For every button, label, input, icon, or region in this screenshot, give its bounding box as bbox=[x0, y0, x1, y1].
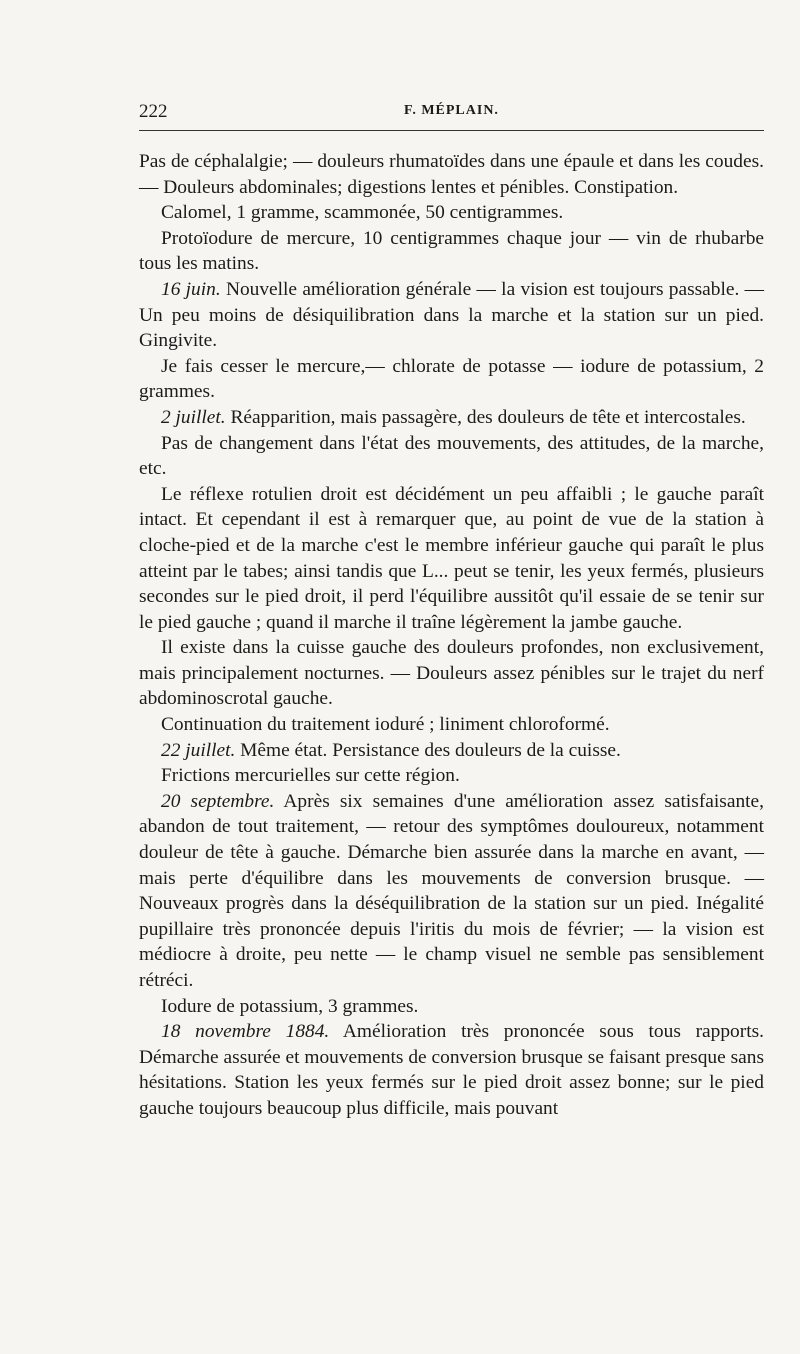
paragraph-text: Calomel, 1 gramme, scammonée, 50 centigrammes. bbox=[161, 202, 564, 224]
paragraph-text: Amélioration très prononcée sous tous rapports. Démarche assurée et mouvements de conversion brusque se faisant presque sans hésitations. Station les yeux fermés sur le pied droit assez bonne; sur le pied gauche toujours beaucoup plus difficile, mais pouvant bbox=[139, 1021, 764, 1119]
paragraph-text: Iodure de potassium, 3 grammes. bbox=[161, 995, 419, 1017]
paragraph-text: Protoïodure de mercure, 10 centigrammes chaque jour — vin de rhubarbe tous les matins. bbox=[139, 227, 764, 275]
paragraph bbox=[139, 712, 764, 738]
header-rule bbox=[139, 130, 764, 131]
date-lead: 20 septembre. bbox=[161, 790, 275, 812]
page-number: 222 bbox=[139, 101, 168, 122]
paragraph bbox=[139, 354, 764, 405]
paragraph-text: Il existe dans la cuisse gauche des douleurs profondes, non exclusivement, mais principalement nocturnes. — Douleurs assez pénibles sur le trajet du nerf abdominoscrotal gauche. bbox=[139, 637, 764, 710]
paragraph bbox=[139, 789, 764, 994]
paragraph bbox=[139, 149, 764, 200]
page-header bbox=[139, 101, 764, 125]
paragraph bbox=[139, 482, 764, 636]
paragraph bbox=[139, 200, 764, 226]
paragraph bbox=[139, 1019, 764, 1121]
paragraph-text: Pas de céphalalgie; — douleurs rhumatoïdes dans une épaule et dans les coudes. — Douleurs abdominales; digestions lentes et pénibles. Constipation. bbox=[139, 151, 764, 198]
paragraph-text: Le réflexe rotulien droit est décidément un peu affaibli ; le gauche paraît intact. Et cependant il est à remarquer que, au point de vue de la station à cloche-pied et de la marche c'est le membre inférieur gauche qui paraît le plus atteint par le tabes; ainsi tandis que L... peut se tenir, les yeux fermés, plusieurs secondes sur le pied droit, il perd l'équilibre aussitôt qu'il essaie de se tenir sur le pied gauche ; quand il marche il traîne légèrement la jambe gauche. bbox=[139, 483, 764, 633]
paragraph bbox=[139, 635, 764, 712]
paragraph-text: Je fais cesser le mercure,— chlorate de potasse — iodure de potassium, 2 grammes. bbox=[139, 355, 764, 403]
paragraph bbox=[139, 277, 764, 354]
paragraph bbox=[139, 994, 764, 1020]
date-lead: 18 novembre 1884. bbox=[161, 1021, 330, 1043]
paragraph-text: Continuation du traitement ioduré ; liniment chloroformé. bbox=[161, 714, 610, 736]
paragraph-text: Frictions mercurielles sur cette région. bbox=[161, 765, 460, 787]
paragraph-text: Réapparition, mais passagère, des douleurs de tête et intercostales. bbox=[225, 406, 746, 428]
running-head: F. MÉPLAIN. bbox=[404, 103, 499, 118]
date-lead: 16 juin. bbox=[161, 278, 221, 300]
paragraph bbox=[139, 738, 764, 764]
date-lead: 22 juillet. bbox=[161, 739, 236, 761]
paragraph bbox=[139, 431, 764, 482]
paragraph-text: Nouvelle amélioration générale — la vision est toujours passable. — Un peu moins de désiquilibration dans la marche et la station sur un pied. Gingivite. bbox=[139, 278, 764, 352]
body-text bbox=[139, 149, 764, 1122]
date-lead: 2 juillet. bbox=[161, 406, 226, 428]
paragraph-text: Même état. Persistance des douleurs de la cuisse. bbox=[235, 739, 621, 761]
paragraph-text: Pas de changement dans l'état des mouvements, des attitudes, de la marche, etc. bbox=[139, 432, 764, 480]
paragraph-text: Après six semaines d'une amélioration assez satisfaisante, abandon de tout traitement, — retour des symptômes douloureux, notamment douleur de tête à gauche. Démarche bien assurée dans la marche en avant, — mais perte d'équilibre dans les mouvements de conversion brusque. — Nouveaux progrès dans la déséquilibration de la station sur un pied. Inégalité pupillaire très prononcée depuis l'iritis du mois de février; — la vision est médiocre à droite, peu nette — le champ visuel ne semble pas sensiblement rétréci. bbox=[139, 790, 764, 991]
paragraph bbox=[139, 226, 764, 277]
paragraph bbox=[139, 763, 764, 789]
paragraph bbox=[139, 405, 764, 431]
